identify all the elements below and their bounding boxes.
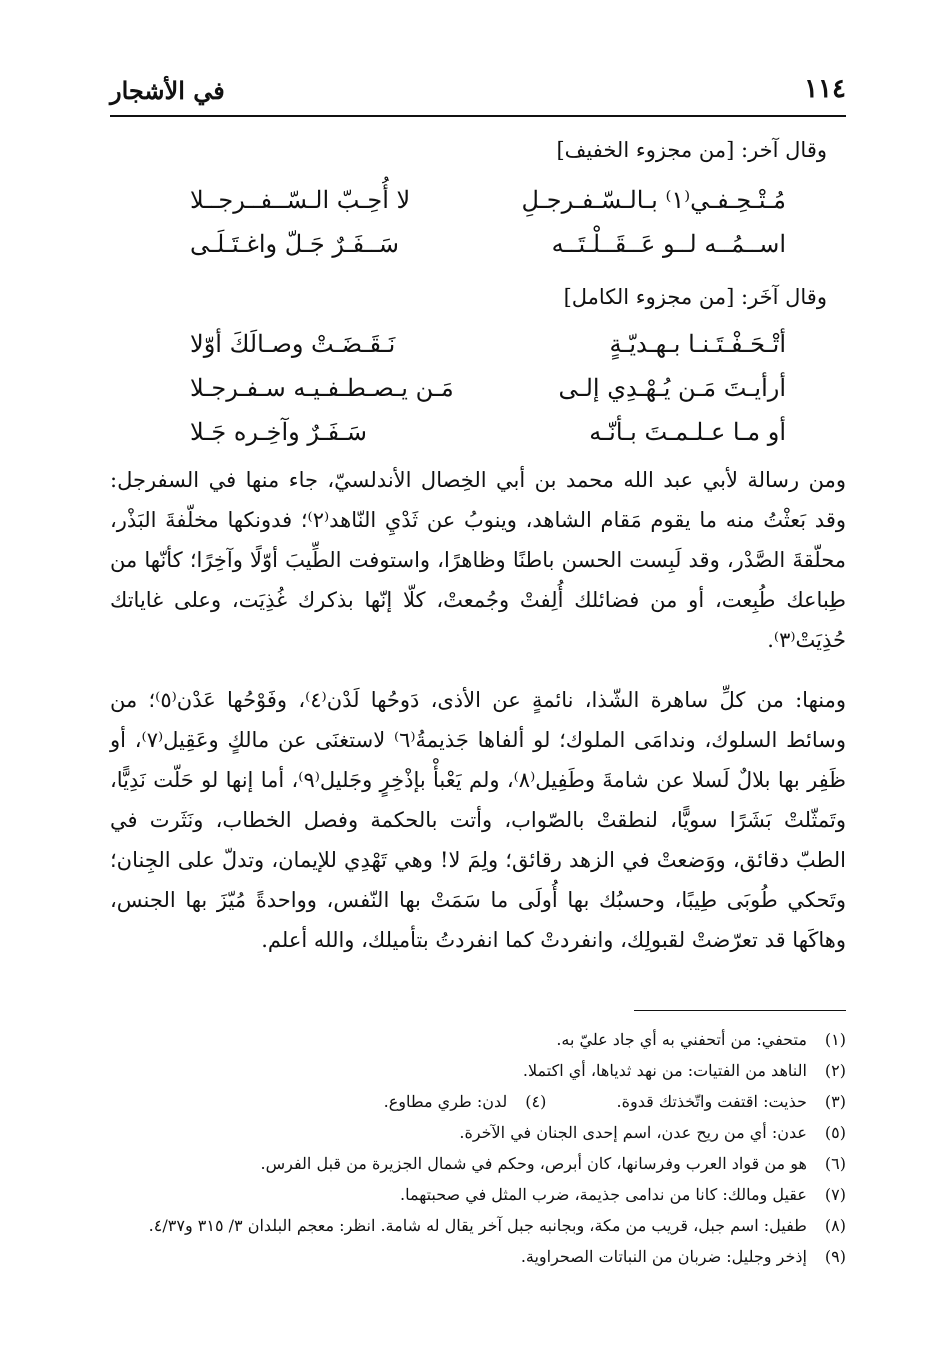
footnote-text: عقيل ومالك: كانا من ندامى جذيمة، ضرب المثل في صحبتهما. [399,1185,807,1204]
footnote-number: (٣) [824,1092,846,1111]
verse-first-hemistich: أتْـحَـفْـتَـنـا بـهـديّـةٍ [609,330,786,358]
footnote-item [86,1055,846,1086]
footnote-number: (٢) [824,1061,846,1080]
verse-first-hemistich: اســمُــه لــو عَــقَــلْـتَــه [551,230,786,258]
footnote-number: (٧) [824,1185,846,1204]
prose-paragraph: ومنها: من كلِّ ساهرة الشّذا، نائمةٍ عن الأذى، دَوحُها لَدْن⁽٤⁾، وفَوْحُها عَدْن⁽٥⁾؛ من وسائط السلوك، وندامَى الملوك؛ لو ألفاها جَذيمةُ⁽٦⁾ لاستغنَى عن مالكٍ وعَقِيل⁽٧⁾، أو ظَفِر بها بلالٌ لَسلا عن شامةَ وطَفِيل⁽٨⁾، ولم يَعْبأْ بإذْخِرٍ وجَليل⁽٩⁾، أما إنها لو حَلّت نَدِيًّا، وتَمثّلتْ بَشَرًا سويًّا، لنطقتْ بالصّواب، وأتت بالحكمة وفصل الخطاب، ونَثَرت في الطبّ دقائق، ووَضعتْ في الزهد رقائق؛ ولِمَ لا! وهي تَهْدِي للإيمان، وتدلّ على الجِنان؛ وتَحكي طُوبَى طِيبًا، وحسبُك بها أُولَى ما سَمَتْ بها النّفس، وواحدةً مُيّزَ بها الجنس، وهاكَها قد تعرّضتْ لقبولِك، وانفردتْ كما انفردتُ بتأميلك، والله أعلم. [110,688,847,952]
running-title: في الأشجار [110,76,225,105]
footnote-text: متحفي: من أتحفني به أي جاد عليّ به. [556,1030,807,1049]
footnote-number: (٥) [824,1123,846,1142]
footnote-item [86,1179,846,1210]
verse-first-hemistich: مُـتْـحِـفـي⁽١⁾ بـالـسّـفـرجـلِ [521,186,786,214]
footnote-item [86,1024,846,1055]
footnote-number: (٨) [824,1216,846,1235]
footnote-number: (٦) [824,1154,846,1173]
footnote-text: لدن: طري مطاوع. [383,1092,508,1111]
footnote-item [86,1148,846,1179]
footnote-item [86,1086,846,1117]
verse-second-hemistich: سَـفَـرٌ وآخِـره جَـلا [190,418,367,446]
poem-intro: وقال آخَر: [من مجزوء الكامل] [563,285,827,309]
footnote-item [86,1210,846,1241]
verse-line [110,418,846,458]
footnote-text: هو من قواد العرب وفرسانها، كان أبرص، وحكم في شمال الجزيرة من قبل الفرس. [260,1154,807,1173]
footnote-text: الناهد من الفتيات: من نهد ثدياها، أي اكتملا. [522,1061,807,1080]
footnote-number: (٤) [525,1092,547,1111]
verse-second-hemistich: سَــفَـرٌ جَـلّ واغـتَـلَـى [190,230,399,258]
footnote-separator [634,1010,846,1011]
page-number: ١١٤ [804,74,846,104]
verse-line [110,330,846,370]
verse-second-hemistich: لا أُحِـبّ الـسّــفــرجــلا [190,186,411,214]
verse-line [110,230,846,270]
footnote-number: (٩) [824,1247,846,1266]
verse-first-hemistich: أرأيـتَ مَـن يُـهْـدِي إلـى [558,374,786,402]
footnote-text: طفيل: اسم جبل، قريب من مكة، وبجانبه جبل آخر يقال له شامة. انظر: معجم البلدان ٣/ ٣١٥ و٤/٣٧. [148,1216,807,1235]
footnote-text: حذيت: اقتفت واتّخذتك قدوة. [616,1092,807,1111]
footnote-number: (١) [824,1030,846,1049]
verse-line [110,374,846,414]
footnote-item [86,1117,846,1148]
footnote-text: إذخر وجليل: ضربان من النباتات الصحراوية. [520,1247,807,1266]
verse-line [110,186,846,226]
verse-second-hemistich: مَـن يـصـطـفـيـه سـفـرجـلا [190,374,454,402]
footnote-text: عدن: أي من ريح عدن، اسم إحدى الجنان في الآخرة. [459,1123,807,1142]
page-header [110,74,846,112]
prose-paragraph: ومن رسالة لأبي عبد الله محمد بن أبي الخِصال الأندلسيّ، جاء منها في السفرجل: وقد بَعثْتُ منه ما يقوم مَقام الشاهد، وينوبُ عن ثَدْيِ النّاهد⁽٢⁾؛ فدونكها مخلّفةَ البَذْر، محلّقةَ الصَّدْر، وقد لَبِست الحسن باطنًا وظاهرًا، واستوفت الطِّيبَ أوّلًا وآخِرًا؛ كأنّها من طِباعك طُبِعت، أو من فضائلك أُلِفتْ وجُمعتْ، كلّا إنّها بذكرك غُذِيَت، وعلى غاياتك حُذِيَتْ⁽٣⁾. [110,468,846,652]
poem-intro: وقال آخر: [من مجزوء الخفيف] [556,138,827,162]
verse-second-hemistich: نَـقَـضَـتْ وصـالَكَ أوّلا [190,330,396,358]
footnotes [86,1024,846,1272]
header-rule [110,115,846,117]
footnote-item [86,1241,846,1272]
verse-first-hemistich: أو مـا عـلـمـتَ بـأنّـه [589,418,786,446]
